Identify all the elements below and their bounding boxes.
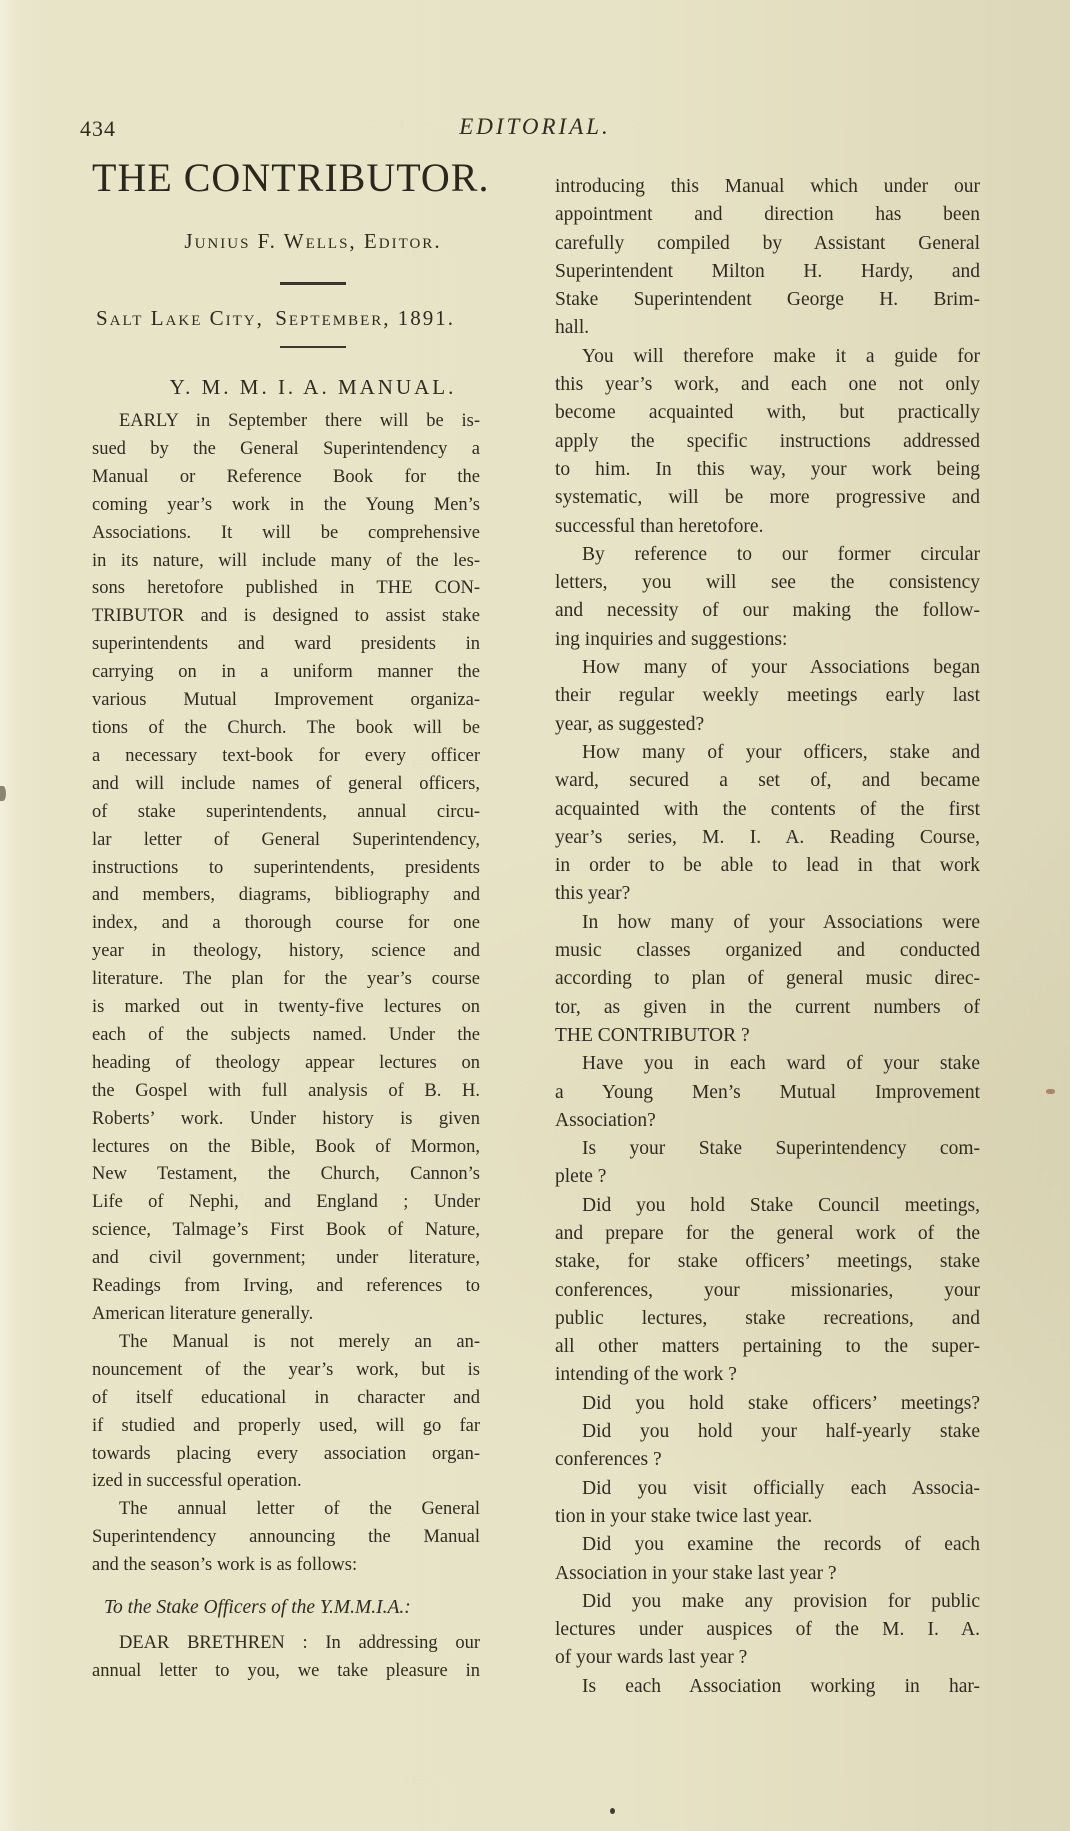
text-line: instructions to superintendents, presidents [92, 857, 480, 878]
text-line: in order to be able to lead in that work [555, 855, 980, 877]
paragraph [555, 541, 980, 654]
text-line: year in theology, history, science and [92, 941, 480, 962]
text-line: ward, secured a set of, and became [555, 770, 980, 792]
dateline [92, 305, 480, 332]
text-line: science, Talmage’s First Book of Nature, [92, 1220, 480, 1241]
text-line: is marked out in twenty-five lectures on [92, 997, 480, 1018]
text-line: lectures under auspices of the M. I. A. [555, 1619, 980, 1641]
text-line: and prepare for the general work of the [555, 1222, 980, 1244]
paragraph [555, 343, 980, 541]
text-line: Did you examine the records of each [582, 1534, 980, 1556]
text-line: a Young Men’s Mutual Improvement [555, 1081, 980, 1103]
text-line: to him. In this way, your work being [555, 458, 980, 480]
text-line: American literature generally. [92, 1304, 314, 1324]
text-line: various Mutual Improvement organiza- [92, 690, 480, 711]
paragraph [555, 1475, 980, 1532]
text-line: Did you hold Stake Council meetings, [582, 1194, 980, 1216]
text-line: stake, for stake officers’ meetings, stake [555, 1251, 980, 1273]
text-line: Did you make any provision for public [582, 1590, 980, 1612]
text-line: The Manual is not merely an an- [119, 1331, 480, 1352]
paragraph [92, 408, 480, 1329]
text-line: Readings from Irving, and references to [92, 1276, 480, 1297]
text-line: Superintendency announcing the Manual [92, 1527, 480, 1548]
paragraph [555, 1192, 980, 1390]
text-line: Did you visit officially each Associa- [582, 1477, 980, 1499]
text-line: Manual or Reference Book for the [92, 466, 480, 487]
text-line: year, as suggested? [555, 713, 705, 735]
article-heading: Y. M. M. I. A. MANUAL. [169, 375, 457, 399]
salutation-line: To the Stake Officers of the Y.M.M.I.A.: [104, 1597, 411, 1619]
text-line: DEAR BRETHREN : In addressing our [119, 1632, 480, 1653]
text-line: literature. The plan for the year’s course [92, 969, 480, 990]
text-line: hall. [555, 317, 590, 339]
paragraph [92, 1496, 480, 1580]
divider-rule [280, 282, 346, 285]
text-line: heading of theology appear lectures on [92, 1052, 480, 1073]
text-line: nouncement of the year’s work, but is [92, 1359, 480, 1380]
text-line: You will therefore make it a guide for [582, 345, 980, 367]
text-line: lectures on the Bible, Book of Mormon, [92, 1136, 480, 1157]
paragraph [555, 1135, 980, 1192]
paragraph [92, 1630, 480, 1686]
text-line: and civil government; under literature, [92, 1248, 480, 1269]
paragraph [555, 1418, 980, 1475]
text-line: all other matters pertaining to the super- [555, 1336, 980, 1358]
text-line: lar letter of General Superintendency, [92, 829, 480, 850]
text-line: tions of the Church. The book will be [92, 717, 480, 738]
text-line: ing inquiries and suggestions: [555, 628, 788, 650]
text-line: intending of the work ? [555, 1364, 737, 1386]
text-line: a necessary text-book for every officer [92, 745, 480, 766]
text-line: Association? [555, 1109, 656, 1131]
text-line: ized in successful operation. [92, 1471, 302, 1492]
text-line: introducing this Manual which under our [555, 176, 980, 197]
paragraph [555, 173, 980, 343]
text-line: successful than heretofore. [555, 515, 764, 537]
text-line: carefully compiled by Assistant General [555, 232, 980, 254]
left-column-body [92, 408, 480, 1686]
text-line: their regular weekly meetings early last [555, 685, 980, 707]
left-column [92, 150, 490, 1701]
text-line: coming year’s work in the Young Men’s [92, 494, 480, 515]
text-line: if studied and properly used, will go far [92, 1415, 480, 1436]
page-edge-mark [0, 786, 6, 801]
text-line: How many of your officers, stake and [582, 741, 980, 763]
page-number: 434 [80, 116, 116, 141]
text-line: in its nature, will include many of the les- [92, 550, 480, 571]
paragraph [555, 1673, 980, 1701]
text-line: EARLY in September there will be is- [119, 411, 480, 431]
text-line: appointment and direction has been [555, 204, 980, 226]
text-line: and necessity of our making the follow- [555, 600, 980, 622]
text-line: carrying on in a uniform manner the [92, 662, 480, 683]
text-line: Is each Association working in har- [582, 1675, 980, 1697]
paragraph [555, 739, 980, 909]
paragraph [555, 1531, 980, 1588]
running-head: EDITORIAL. [459, 114, 611, 139]
text-line: The annual letter of the General [119, 1499, 480, 1520]
text-line: and the season’s work is as follows: [92, 1555, 358, 1576]
text-line: systematic, will be more progressive and [555, 487, 980, 509]
dateline-date: September, 1891. [275, 305, 455, 330]
text-line: the Gospel with full analysis of B. H. [92, 1080, 480, 1101]
text-line: Have you in each ward of your stake [582, 1053, 980, 1075]
text-line: Roberts’ work. Under history is given [92, 1108, 480, 1129]
divider-rule [280, 346, 346, 349]
paragraph [555, 1050, 980, 1135]
text-line: tor, as given in the current numbers of [555, 996, 980, 1018]
text-line: superintendents and ward presidents in [92, 634, 480, 655]
paragraph [555, 909, 980, 1050]
text-line: letters, you will see the consistency [555, 572, 980, 594]
text-line: become acquainted with, but practically [555, 402, 980, 424]
text-line: index, and a thorough course for one [92, 913, 480, 934]
text-line: apply the specific instructions addressed [555, 430, 980, 452]
text-line: music classes organized and conducted [555, 940, 980, 962]
text-line: Did you hold stake officers’ meetings? [582, 1392, 980, 1414]
text-line: annual letter to you, we take pleasure in [92, 1660, 480, 1681]
text-line: Superintendent Milton H. Hardy, and [555, 260, 980, 282]
text-line: this year? [555, 883, 631, 905]
text-line: year’s series, M. I. A. Reading Course, [555, 826, 980, 848]
text-line: tion in your stake twice last year. [555, 1505, 813, 1527]
paragraph [555, 1390, 980, 1418]
text-line: acquainted with the contents of the first [555, 798, 980, 820]
right-column-body [555, 173, 980, 1701]
magazine-title: THE CONTRIBUTOR. [92, 155, 490, 200]
ink-speck [610, 1808, 615, 1814]
text-line: conferences, your missionaries, your [555, 1279, 980, 1301]
text-line: Is your Stake Superintendency com- [582, 1138, 980, 1160]
paragraph [92, 1329, 480, 1496]
text-line: plete ? [555, 1166, 607, 1188]
text-line: conferences ? [555, 1449, 662, 1471]
text-line: Stake Superintendent George H. Brim- [555, 289, 980, 311]
paragraph [555, 1588, 980, 1673]
text-line: this year’s work, and each one not only [555, 374, 980, 396]
text-line: sued by the General Superintendency a [92, 438, 480, 459]
text-line: of stake superintendents, annual circu- [92, 801, 480, 822]
text-line: and will include names of general officers, [92, 773, 480, 794]
dateline-city: Salt Lake City, [96, 305, 264, 330]
margin-stain [1046, 1089, 1055, 1094]
text-line: each of the subjects named. Under the [92, 1024, 480, 1045]
text-line: TRIBUTOR and is designed to assist stake [92, 606, 480, 627]
text-line: Life of Nephi, and England ; Under [92, 1192, 480, 1213]
text-line: New Testament, the Church, Cannon’s [92, 1164, 480, 1185]
text-line: By reference to our former circular [582, 543, 980, 565]
text-line: How many of your Associations began [582, 657, 980, 679]
text-line: THE CONTRIBUTOR ? [555, 1024, 750, 1046]
text-line: sons heretofore published in THE CON- [92, 578, 480, 599]
editor-line: Junius F. Wells, Editor. [184, 229, 442, 253]
page-header [0, 114, 1070, 144]
text-line: Associations. It will be comprehensive [92, 522, 480, 543]
text-line: Association in your stake last year ? [555, 1562, 837, 1584]
text-line: and members, diagrams, bibliography and [92, 885, 480, 906]
text-line: of itself educational in character and [92, 1387, 480, 1408]
text-line: In how many of your Associations were [582, 911, 980, 933]
columns [92, 150, 980, 1701]
right-column [555, 165, 980, 1701]
text-line: according to plan of general music direc- [555, 968, 980, 990]
text-line: of your wards last year ? [555, 1647, 748, 1669]
text-line: towards placing every association organ- [92, 1443, 480, 1464]
text-line: Did you hold your half-yearly stake [582, 1421, 980, 1443]
paragraph [555, 654, 980, 739]
text-line: public lectures, stake recreations, and [555, 1307, 980, 1329]
